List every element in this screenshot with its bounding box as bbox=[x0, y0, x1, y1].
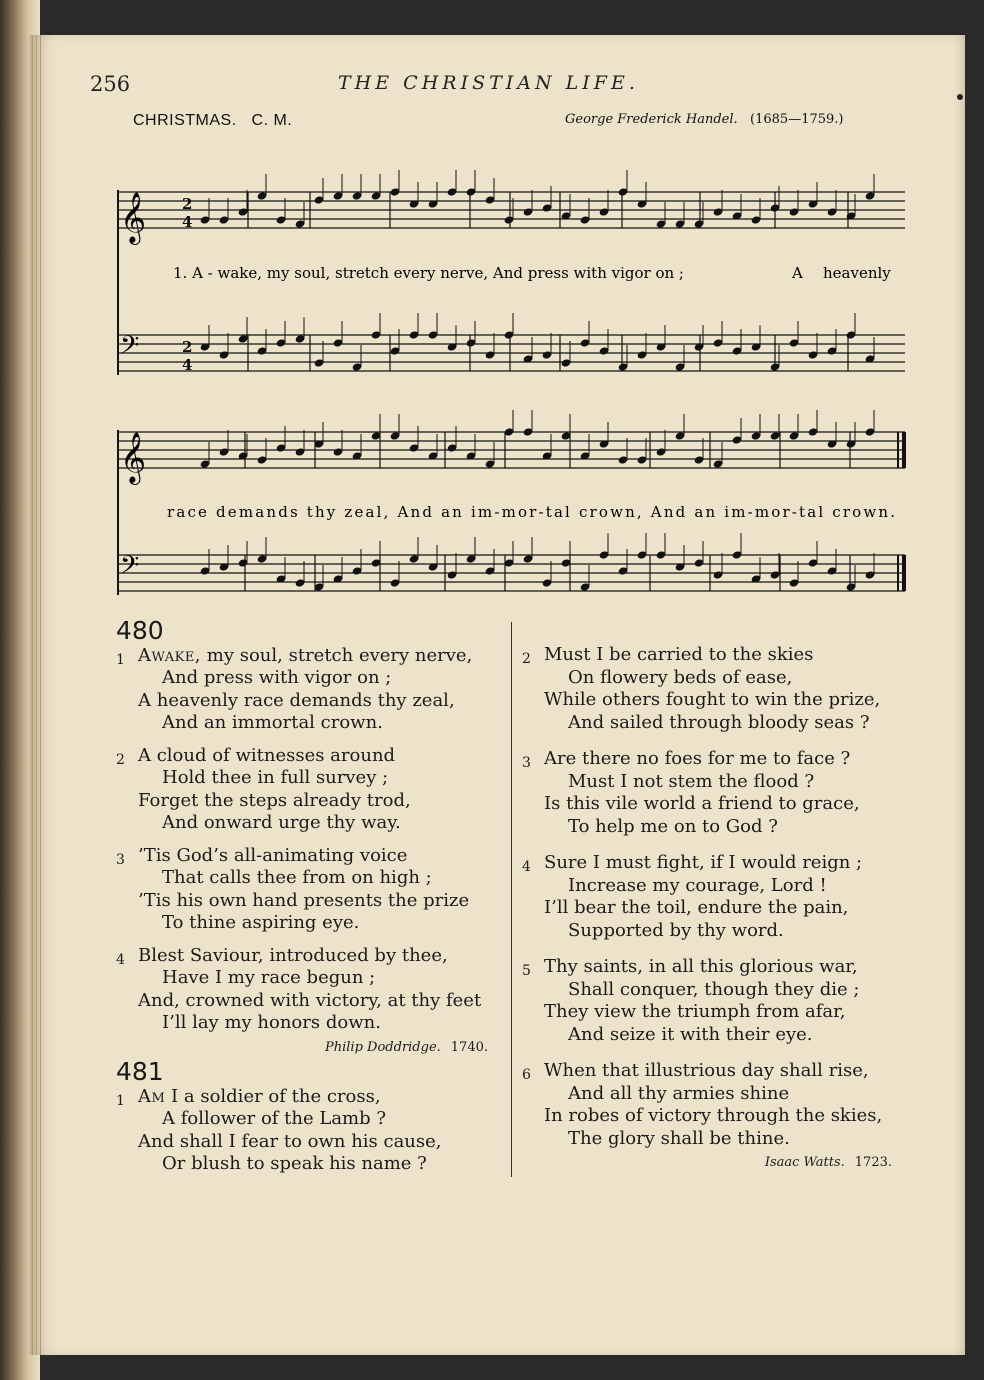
verse-line: Are there no foes for me to face ? bbox=[544, 748, 851, 769]
verse-line: Or blush to speak his name ? bbox=[162, 1153, 427, 1174]
verse-line: Have I my race begun ; bbox=[162, 967, 376, 988]
first-word: Awake, bbox=[138, 644, 202, 666]
verse-line: ’Tis his own hand presents the prize bbox=[138, 889, 470, 911]
verse-line: I a soldier of the cross, bbox=[171, 1085, 381, 1107]
verse-line: And seize it with their eye. bbox=[568, 1023, 813, 1045]
stanza bbox=[116, 944, 488, 1035]
verse-line: And, crowned with victory, at thy feet bbox=[138, 989, 482, 1011]
verse-line: While others fought to win the prize, bbox=[544, 689, 881, 710]
treble-clef-icon: 𝄞 bbox=[120, 432, 147, 483]
stanza bbox=[522, 956, 892, 1046]
verse-line: They view the triumph from afar, bbox=[544, 1001, 846, 1022]
first-word: Am bbox=[138, 1085, 166, 1107]
verse-line: And an immortal crown. bbox=[162, 712, 383, 733]
system-1-bass-staff bbox=[118, 335, 905, 371]
author: Philip Doddridge. bbox=[325, 1039, 441, 1055]
verse-line: I’ll bear the toil, endure the pain, bbox=[544, 897, 849, 918]
page-number: 256 bbox=[90, 72, 131, 96]
verse-line: The glory shall be thine. bbox=[568, 1127, 790, 1149]
verse-line: Shall conquer, though they die ; bbox=[568, 978, 860, 1000]
svg-text:4: 4 bbox=[182, 213, 193, 231]
system-1-treble-staff bbox=[118, 192, 905, 228]
lyrics-line-1: 1. A - wake, my soul, stretch every nerve, And press with vigor on ; bbox=[173, 264, 684, 282]
stanza bbox=[116, 644, 488, 735]
hymn-number: 480 bbox=[116, 616, 164, 645]
verse-line: ’Tis God’s all-animating voice bbox=[138, 844, 408, 866]
hymn-480 bbox=[116, 616, 488, 1186]
stanza-number: 5 bbox=[522, 963, 531, 979]
verse-line: On flowery beds of ease, bbox=[568, 666, 793, 688]
composer-dates: (1685—1759.) bbox=[750, 112, 844, 127]
verse-line: Forget the steps already trod, bbox=[138, 789, 411, 811]
verse-line: A heavenly race demands thy zeal, bbox=[138, 689, 455, 711]
verse-line: Blest Saviour, introduced by thee, bbox=[138, 944, 448, 966]
stanza-number: 1 bbox=[116, 651, 125, 668]
column-divider bbox=[511, 622, 512, 1177]
running-title: THE CHRISTIAN LIFE. bbox=[338, 72, 639, 94]
author-year: 1740. bbox=[450, 1039, 488, 1055]
verse-line: When that illustrious day shall rise, bbox=[544, 1060, 869, 1081]
svg-text:2: 2 bbox=[182, 338, 193, 356]
stanza bbox=[522, 1060, 892, 1150]
author: Isaac Watts. bbox=[764, 1155, 845, 1170]
svg-text:4: 4 bbox=[182, 356, 193, 374]
stanza-number: 6 bbox=[522, 1067, 531, 1083]
verse-line: And all thy armies shine bbox=[568, 1082, 790, 1104]
stanza bbox=[522, 644, 892, 734]
system-2-treble-staff bbox=[118, 432, 905, 468]
stanza-number: 2 bbox=[522, 651, 531, 667]
bass-clef-icon: 𝄢 bbox=[120, 551, 140, 586]
verse-line: my soul, stretch every nerve, bbox=[206, 644, 473, 666]
stanza-number: 4 bbox=[522, 859, 531, 875]
treble-clef-icon: 𝄞 bbox=[120, 192, 147, 243]
verse-line: I’ll lay my honors down. bbox=[162, 1012, 381, 1033]
stanza bbox=[116, 744, 488, 835]
lyrics-line-2: race demands thy zeal, And an im-mor-tal crown, And an im-mor-tal crown. bbox=[167, 503, 896, 521]
hymn-number: 481 bbox=[116, 1057, 164, 1086]
tune-name: CHRISTMAS. bbox=[133, 112, 237, 129]
verse-line: A cloud of witnesses around bbox=[138, 744, 396, 766]
bass-clef-icon: 𝄢 bbox=[120, 331, 140, 366]
svg-text:2: 2 bbox=[182, 195, 193, 213]
verse-line: In robes of victory through the skies, bbox=[544, 1105, 883, 1126]
music-score bbox=[0, 0, 984, 620]
hymn-481-continued bbox=[522, 644, 892, 1175]
tune-meter: C. M. bbox=[251, 112, 293, 129]
composer-name: George Frederick Handel. bbox=[565, 112, 738, 127]
stanza bbox=[116, 844, 488, 935]
stanza-number: 4 bbox=[116, 951, 125, 968]
stanza bbox=[116, 1085, 488, 1176]
hymn-attribution bbox=[544, 1152, 892, 1175]
verse-line: And press with vigor on ; bbox=[162, 667, 392, 688]
barlines bbox=[245, 192, 850, 591]
verse-line: That calls thee from on high ; bbox=[162, 867, 432, 888]
stanza-number: 3 bbox=[116, 851, 125, 868]
verse-line: Must I not stem the flood ? bbox=[568, 770, 815, 792]
verse-line: And shall I fear to own his cause, bbox=[138, 1130, 442, 1152]
stanza bbox=[522, 852, 892, 942]
stanza bbox=[522, 748, 892, 838]
verse-line: Is this vile world a friend to grace, bbox=[544, 793, 860, 814]
verse-line: To help me on to God ? bbox=[568, 815, 778, 837]
verse-line: Supported by thy word. bbox=[568, 919, 784, 941]
lyrics-line-1c: heavenly bbox=[823, 264, 891, 282]
verse-line: A follower of the Lamb ? bbox=[162, 1108, 387, 1129]
note-heads bbox=[200, 170, 876, 592]
verse-line: Increase my courage, Lord ! bbox=[568, 874, 827, 896]
verse-line: Must I be carried to the skies bbox=[544, 644, 814, 665]
verse-line: Thy saints, in all this glorious war, bbox=[544, 956, 858, 977]
verse-line: Hold thee in full survey ; bbox=[162, 767, 389, 788]
stanza-number: 3 bbox=[522, 755, 531, 771]
verse-line: Sure I must fight, if I would reign ; bbox=[544, 852, 863, 873]
time-signature bbox=[182, 195, 192, 374]
stanza-number: 1 bbox=[116, 1092, 125, 1109]
verse-line: And sailed through bloody seas ? bbox=[568, 711, 870, 733]
verse-line: And onward urge thy way. bbox=[162, 812, 401, 833]
stanza-number: 2 bbox=[116, 751, 125, 768]
verse-line: To thine aspiring eye. bbox=[162, 912, 360, 933]
author-year: 1723. bbox=[854, 1155, 892, 1170]
hymn-attribution bbox=[138, 1037, 488, 1060]
lyrics-line-1b: A bbox=[792, 264, 803, 282]
